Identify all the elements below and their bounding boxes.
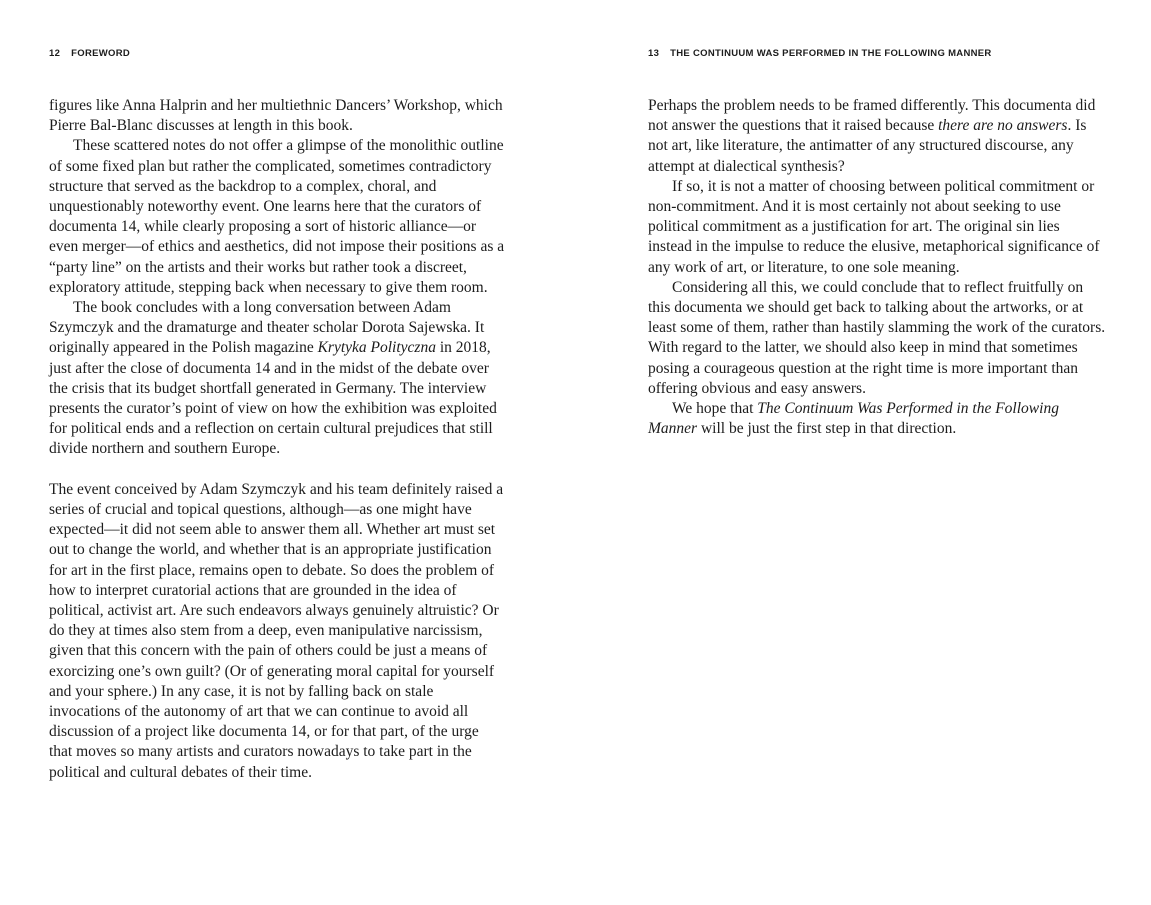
right-page-header <box>648 48 992 59</box>
text-run: If so, it is not a matter of choosing between political commitment or non-commitment. And it is most certainly not about seeking to use political commitment as a justification for art. The original sin lies instead in the impulse to reduce the elusive, metaphorical significance of any work of art, or literature, to one sole meaning. <box>648 177 1100 276</box>
text-run: figures like Anna Halprin and her multiethnic Dancers’ Workshop, which Pierre Bal-Blanc discusses at length in this book. <box>49 97 503 135</box>
text-run-italic: there are no answers <box>938 117 1068 135</box>
paragraph <box>49 480 505 783</box>
left-running-header: FOREWORD <box>71 48 131 59</box>
text-run: These scattered notes do not offer a glimpse of the monolithic outline of some fixed plan but rather the complicated, sometimes contradictory structure that served as the backdrop to a complex, choral, and unquestionably noteworthy event. One learns here that the curators of documenta 14, while clearly proposing a sort of historic alliance—or even merger—of ethics and aesthetics, did not impose their positions as a “party line” on the artists and their works but rather took a discreet, exploratory attitude, stepping back when necessary to give them room. <box>49 137 505 296</box>
text-run: We hope that <box>672 400 758 418</box>
text-run-italic: The Continuum Was Performed in the Following Manner <box>648 400 1059 438</box>
paragraph <box>648 96 1106 177</box>
paragraph <box>648 278 1106 399</box>
left-page-body <box>49 96 505 783</box>
text-run: Considering all this, we could conclude that to reflect fruitfully on this documenta we should get back to talking about the artworks, or at least some of them, rather than hastily slamming the work of the curators. With regard to the latter, we should also keep in mind that sometimes posing a courageous question at the right time is more important than offering obvious and easy answers. <box>648 278 1106 397</box>
text-run: in 2018, just after the close of documenta 14 and in the midst of the debate over the crisis that its budget shortfall generated in Germany. The interview presents the curator’s point of view on how the exhibition was exploited for political ends and a reflection on certain cultural prejudices that still divide northern and southern Europe. <box>49 339 497 458</box>
text-run: . Is not art, like literature, the antimatter of any structured discourse, any attempt at dialectical synthesis? <box>648 117 1087 175</box>
right-page-number: 13 <box>648 48 660 59</box>
text-run: The event conceived by Adam Szymczyk and his team definitely raised a series of crucial and topical questions, although—as one might have expected—it did not seem able to answer them all. Whether art must set out to change the world, and whether that is an appropriate justification for art in the first place, remains open to debate. So does the problem of how to interpret curatorial actions that are grounded in the idea of political, activist art. Are such endeavors always genuinely altruistic? Or do they at times also stem from a deep, even manipulative narcissism, given that this concern with the pain of others could be just a means of exorcizing one’s own guilt? (Or of generating moral capital for yourself and your sphere.) In any case, it is not by falling back on stale invocations of the autonomy of art that we can continue to avoid all discussion of a project like documenta 14, or for that part, of the urge that moves so many artists and curators nowadays to take part in the political and cultural debates of their time. <box>49 480 504 781</box>
left-page-header <box>49 48 130 59</box>
text-run: The book concludes with a long conversation between Adam Szymczyk and the dramaturge and theater scholar Dorota Sajewska. It originally appeared in the Polish magazine <box>49 299 485 357</box>
left-page-number: 12 <box>49 48 61 59</box>
paragraph <box>49 96 505 136</box>
paragraph <box>648 399 1106 439</box>
text-run: Perhaps the problem needs to be framed differently. This documenta did not answer the questions that it raised because <box>648 97 1096 135</box>
paragraph <box>49 136 505 298</box>
right-page-body <box>648 96 1106 439</box>
right-running-header: THE CONTINUUM WAS PERFORMED IN THE FOLLOWING MANNER <box>670 48 992 59</box>
paragraph <box>648 177 1106 278</box>
text-run: will be just the first step in that direction. <box>697 420 957 438</box>
paragraph <box>49 298 505 460</box>
text-run-italic: Krytyka Polityczna <box>317 339 436 357</box>
